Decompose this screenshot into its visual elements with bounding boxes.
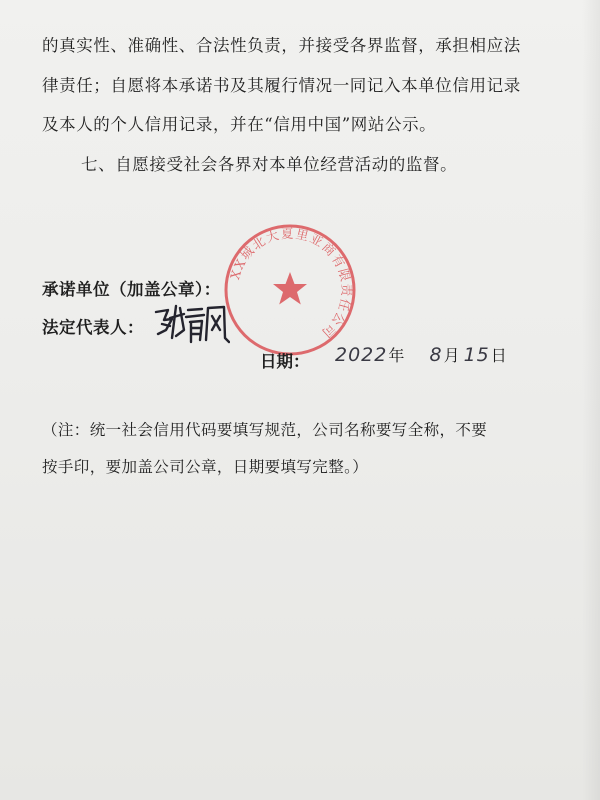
month-unit: 月 xyxy=(443,346,460,365)
paragraph-item-7: 七、自愿接受社会各界对本单位经营活动的监督。 xyxy=(81,155,458,174)
unit-label: 承诺单位（加盖公章）： xyxy=(42,280,221,299)
company-seal xyxy=(220,220,360,360)
paragraph-line-2: 律责任；自愿将本承诺书及其履行情况一同记入本单位信用记录 xyxy=(42,76,521,95)
note-line-1: （注：统一社会信用代码要填写规范，公司名称要写全称，不要 xyxy=(42,421,488,439)
date-year: 2022 xyxy=(335,344,388,366)
date-label: 日期： xyxy=(260,352,310,371)
paragraph-line-1: 的真实性、准确性、合法性负责，并接受各界监督，承担相应法 xyxy=(42,36,521,55)
date-day: 15 xyxy=(463,344,490,366)
representative-label: 法定代表人： xyxy=(42,318,144,337)
handwritten-signature xyxy=(150,300,230,346)
seal-star-icon xyxy=(273,272,307,305)
note-line-2: 按手印，要加盖公司公章，日期要填写完整。） xyxy=(42,458,369,476)
year-unit: 年 xyxy=(388,346,405,365)
date-value xyxy=(335,343,511,373)
seal-ring-text: XX城北大夏里亚商有限责任公司 xyxy=(227,225,355,342)
paragraph-line-3: 及本人的个人信用记录，并在“信用中国”网站公示。 xyxy=(42,115,437,134)
day-unit: 日 xyxy=(490,346,507,365)
date-month: 8 xyxy=(429,344,443,366)
